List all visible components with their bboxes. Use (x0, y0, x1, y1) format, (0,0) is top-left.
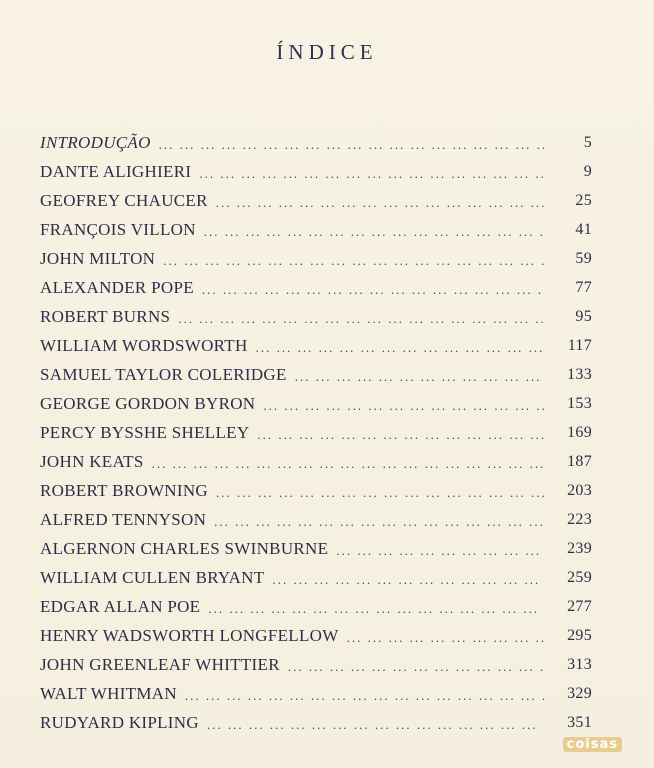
toc-entry-name: JOHN KEATS (40, 451, 144, 471)
toc-entry (40, 534, 592, 563)
dot-leader (216, 485, 544, 501)
dot-leader (347, 630, 544, 646)
toc-entry-page: 351 (567, 713, 592, 731)
toc-entry (40, 621, 592, 650)
toc-entry-page: 277 (567, 597, 592, 615)
toc-entry-page: 203 (567, 481, 592, 499)
toc-entry-name: ROBERT BROWNING (40, 480, 208, 500)
dot-leader (214, 514, 544, 530)
toc-entry (40, 708, 592, 737)
toc-entry (40, 447, 592, 476)
toc-entry-name: RUDYARD KIPLING (40, 712, 199, 732)
toc-entry-page: 133 (567, 365, 592, 383)
dot-leader (202, 282, 544, 298)
toc-entry-page: 259 (567, 568, 592, 586)
dot-leader (204, 224, 544, 240)
toc-entry-name: HENRY WADSWORTH LONGFELLOW (40, 625, 339, 645)
dot-leader (256, 340, 544, 356)
toc-entry (40, 244, 592, 273)
dot-leader (152, 456, 544, 472)
toc-entry-page: 9 (583, 162, 592, 180)
toc-entry-name: SAMUEL TAYLOR COLERIDGE (40, 364, 287, 384)
dot-leader (288, 659, 544, 675)
dot-leader (263, 398, 544, 414)
toc-entry-page: 59 (575, 249, 592, 267)
toc-entry (40, 505, 592, 534)
toc-entry (40, 476, 592, 505)
dot-leader (207, 717, 544, 733)
toc-entry-name: GEORGE GORDON BYRON (40, 393, 256, 413)
toc-entry-page: 95 (575, 307, 592, 325)
toc-entry-name: INTRODUÇÃO (40, 132, 151, 152)
toc-entry-page: 25 (575, 191, 592, 209)
toc-entry (40, 273, 592, 302)
toc-entry (40, 389, 592, 418)
toc-entry-name: JOHN GREENLEAF WHITTIER (40, 654, 280, 674)
dot-leader (336, 543, 544, 559)
toc-entry (40, 157, 592, 186)
dot-leader (199, 166, 544, 182)
page-title: ÍNDICE (276, 40, 378, 64)
toc-entry (40, 650, 592, 679)
toc-entry-page: 223 (567, 510, 592, 528)
toc-entry (40, 302, 592, 331)
toc-entry-page: 41 (575, 220, 592, 238)
toc-entry-name: ALGERNON CHARLES SWINBURNE (40, 538, 329, 558)
toc-entry-name: WILLIAM WORDSWORTH (40, 335, 248, 355)
toc-entry (40, 128, 592, 157)
toc-entry-page: 329 (567, 684, 592, 702)
toc-entry-page: 169 (567, 423, 592, 441)
toc-entry-page: 5 (583, 133, 592, 151)
dot-leader (208, 601, 544, 617)
toc-entry (40, 679, 592, 708)
toc-entry-name: ALEXANDER POPE (40, 277, 194, 297)
toc-entry-name: PERCY BYSSHE SHELLEY (40, 422, 250, 442)
toc-entry (40, 418, 592, 447)
toc-entry-name: WILLIAM CULLEN BRYANT (40, 567, 265, 587)
toc-entry-page: 117 (567, 336, 592, 354)
toc-entry-name: DANTE ALIGHIERI (40, 161, 192, 181)
toc-entry (40, 215, 592, 244)
toc-entry (40, 360, 592, 389)
toc-entry-name: GEOFREY CHAUCER (40, 190, 208, 210)
dot-leader (163, 253, 544, 269)
watermark-logo: coisas (563, 737, 622, 752)
dot-leader (185, 688, 544, 704)
toc-entry-name: ALFRED TENNYSON (40, 509, 207, 529)
toc-entry-name: FRANÇOIS VILLON (40, 219, 196, 239)
dot-leader (257, 427, 544, 443)
toc-entry-name: JOHN MILTON (40, 248, 156, 268)
dot-leader (272, 572, 544, 588)
toc-entry-page: 295 (567, 626, 592, 644)
toc-entry (40, 186, 592, 215)
toc-entry (40, 563, 592, 592)
dot-leader (216, 195, 544, 211)
table-of-contents (40, 128, 592, 737)
dot-leader (295, 369, 544, 385)
toc-entry-name: ROBERT BURNS (40, 306, 171, 326)
toc-entry-page: 187 (567, 452, 592, 470)
dot-leader (178, 311, 544, 327)
toc-entry-page: 313 (567, 655, 592, 673)
toc-entry-page: 239 (567, 539, 592, 557)
toc-entry-name: WALT WHITMAN (40, 683, 177, 703)
toc-entry (40, 592, 592, 621)
toc-entry-page: 153 (567, 394, 592, 412)
toc-entry-page: 77 (575, 278, 592, 296)
toc-entry (40, 331, 592, 360)
toc-entry-name: EDGAR ALLAN POE (40, 596, 201, 616)
dot-leader (159, 137, 544, 153)
